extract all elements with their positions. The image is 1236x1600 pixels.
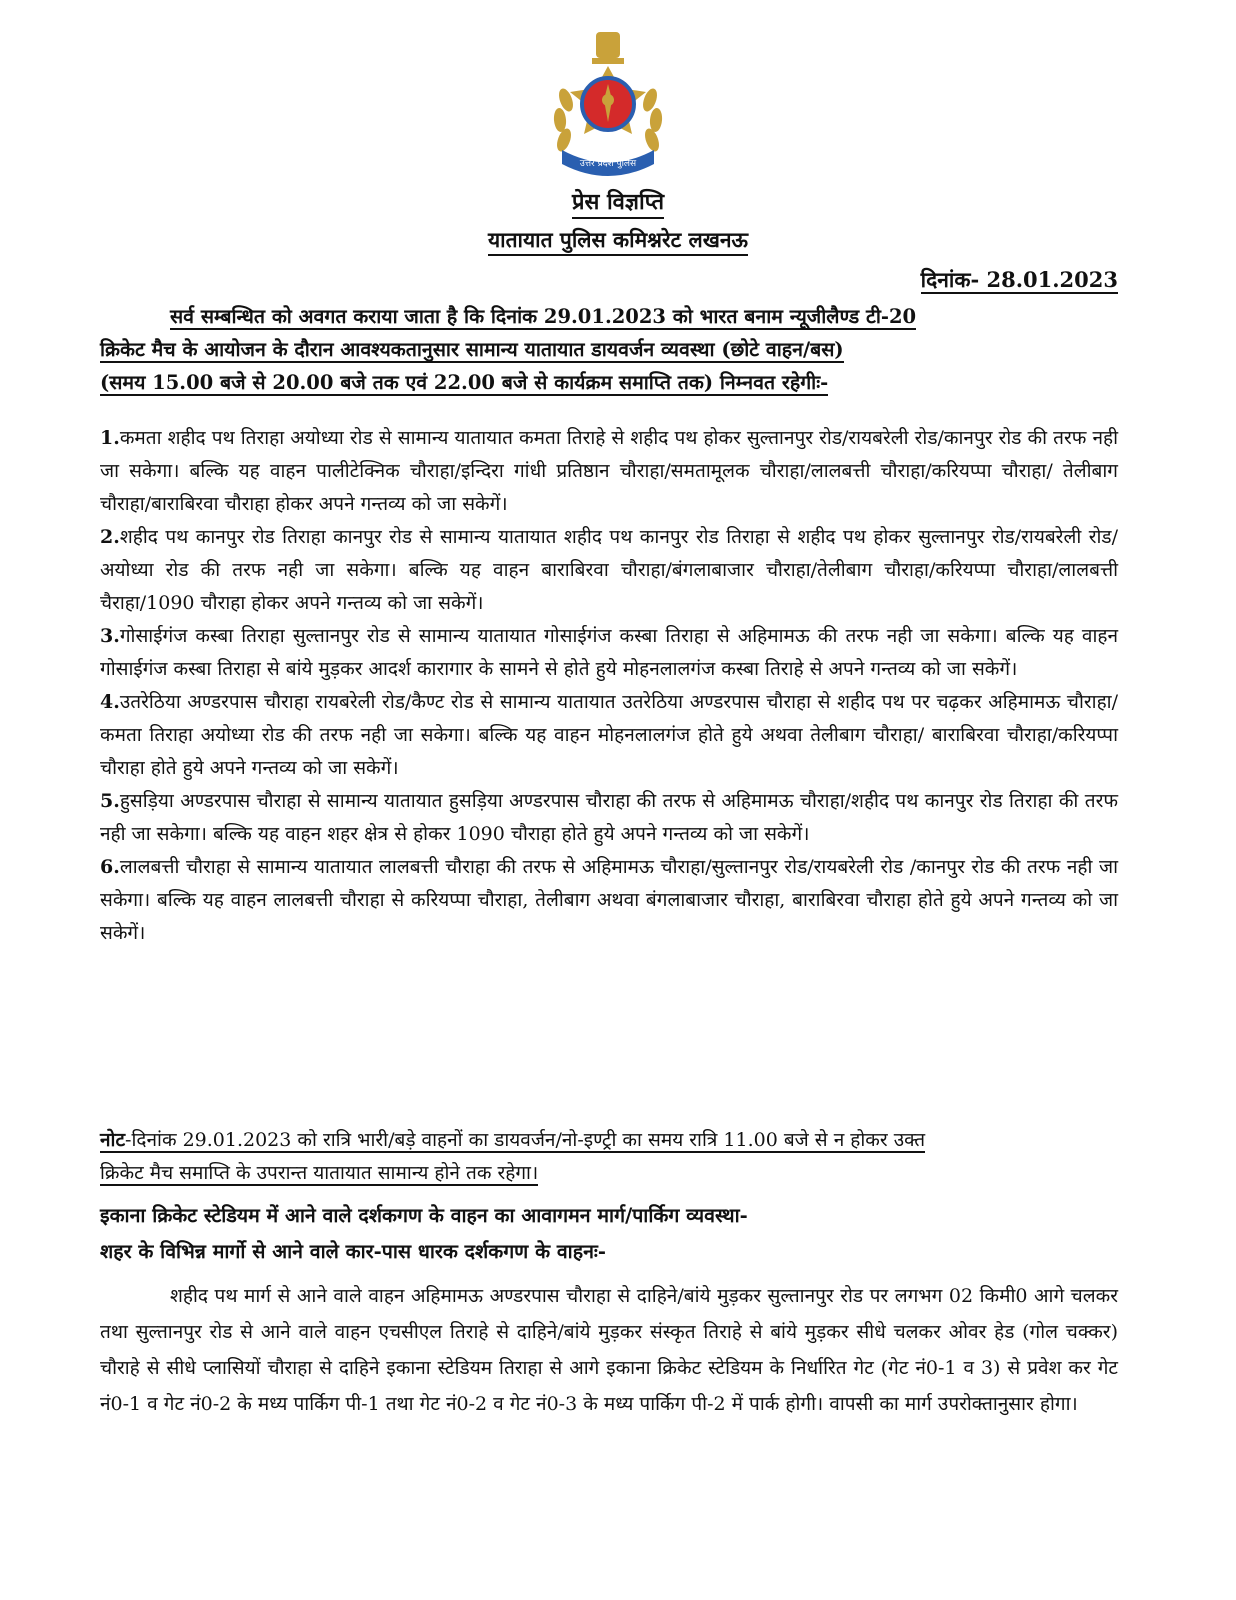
point-text: लालबत्ती चौराहा से सामान्य यातायात लालबत्ती चौराहा की तरफ से अहिमामऊ चौराहा/सुल्तानपुर रोड/रायबरेली रोड /कानपुर रोड की तरफ नही जा सकेगा। बल्कि यह वाहन लालबत्ती चौराहा से करियप्पा चौराहा, तेलीबाग अथवा बंगलाबाजार चौराहा, बाराबिरवा चौराहा होते हुये अपने गन्तव्य को जा सकेगें। (100, 856, 1118, 944)
list-item (100, 521, 1118, 620)
point-number: 3. (100, 625, 120, 647)
note-line-1: -दिनांक 29.01.2023 को रात्रि भारी/बड़े वाहनों का डायवर्जन/नो-इण्ट्री का समय रात्रि 11.00 बजे से न होकर उक्त (125, 1129, 926, 1151)
point-text: शहीद पथ कानपुर रोड तिराहा कानपुर रोड से सामान्य यातायात शहीद पथ कानपुर रोड तिराहा से शहीद पथ होकर सुल्तानपुर रोड/रायबरेली रोड/अयोध्या रोड की तरफ नही जा सकेगा। बल्कि यह वाहन बाराबिरवा चौराहा/बंगलाबाजार चौराहा/तेलीबाग चौराहा/करियप्पा चौराहा/लालबत्ती चैराहा/1090 चौराहा होकर अपने गन्तव्य को जा सकेगें। (100, 526, 1118, 614)
point-number: 6. (100, 856, 120, 878)
diversion-points (100, 422, 1118, 950)
intro-paragraph (100, 300, 1118, 399)
up-police-emblem-icon (548, 30, 668, 180)
point-number: 5. (100, 790, 120, 812)
intro-line-3: (समय 15.00 बजे से 20.00 बजे तक एवं 22.00 बजे से कार्यक्रम समाप्ति तक) निम्नवत रहेगीः- (100, 371, 829, 394)
note-line-2: क्रिकेट मैच समाप्ति के उपरान्त यातायात सामान्य होने तक रहेगा। (100, 1162, 539, 1184)
point-number: 4. (100, 691, 120, 713)
page-subtitle: यातायात पुलिस कमिश्नरेट लखनऊ (0, 226, 1236, 254)
parking-section-heading (100, 1198, 1118, 1270)
section-heading: इकाना क्रिकेट स्टेडियम में आने वाले दर्शकगण के वाहन का आवागमन मार्ग/पार्किग व्यवस्था- (100, 1204, 748, 1227)
point-number: 2. (100, 526, 120, 548)
list-item (100, 785, 1118, 851)
list-item (100, 422, 1118, 521)
section-subheading: शहर के विभिन्न मार्गो से आने वाले कार-पास धारक दर्शकगण के वाहनः- (100, 1240, 606, 1263)
point-number: 1. (100, 427, 120, 449)
intro-line-2: क्रिकेट मैच के आयोजन के दौरान आवश्यकतानुसार सामान्य यातायात डायवर्जन व्यवस्था (छोटे वाहन/बस) (100, 338, 844, 361)
note-label: नोट (100, 1129, 126, 1151)
parking-route-paragraph (100, 1278, 1118, 1422)
list-item (100, 686, 1118, 785)
final-paragraph: शहीद पथ मार्ग से आने वाले वाहन अहिमामऊ अण्डरपास चौराहा से दाहिने/बांये मुड़कर सुल्तानपुर रोड पर लगभग 02 किमी0 आगे चलकर तथा सुल्तानपुर रोड से आने वाले वाहन एचसीएल तिराहे से दाहिने/बांये मुड़कर संस्कृत तिराहे से बांये मुड़कर सीधे चलकर ओवर हेड (गोल चक्कर) चौराहे से सीधे प्लासियों चौराहा से दाहिने इकाना स्टेडियम तिराहा से आगे इकाना क्रिकेट स्टेडियम के निर्धारित गेट (गेट नं0-1 व 3) से प्रवेश कर गेट नं0-1 व गेट नं0-2 के मध्य पार्किग पी-1 तथा गेट नं0-2 व गेट नं0-3 के मध्य पार्किग पी-2 में पार्क होगी। वापसी का मार्ग उपरोक्तानुसार होगा। (100, 1285, 1118, 1415)
list-item (100, 851, 1118, 950)
point-text: कमता शहीद पथ तिराहा अयोध्या रोड से सामान्य यातायात कमता तिराहे से शहीद पथ होकर सुल्तानपुर रोड/रायबरेली रोड/कानपुर रोड की तरफ नही जा सकेगा। बल्कि यह वाहन पालीटेक्निक चौराहा/इन्दिरा गांधी प्रतिष्ठान चौराहा/समतामूलक चौराहा/लालबत्ती चौराहा/करियप्पा चौराहा/ तेलीबाग चौराहा/बाराबिरवा चौराहा होकर अपने गन्तव्य को जा सकेगें। (100, 427, 1118, 515)
point-text: हुसड़िया अण्डरपास चौराहा से सामान्य यातायात हुसड़िया अण्डरपास चौराहा की तरफ से अहिमामऊ चौराहा/शहीद पथ कानपुर रोड तिराहा की तरफ नही जा सकेगा। बल्कि यह वाहन शहर क्षेत्र से होकर 1090 चौराहा होते हुये अपने गन्तव्य को जा सकेगें। (100, 790, 1118, 845)
release-date: दिनांक- 28.01.2023 (920, 267, 1118, 292)
intro-line-1: सर्व सम्बन्धित को अवगत कराया जाता है कि दिनांक 29.01.2023 को भारत बनाम न्यूजीलैण्ड टी-20 (170, 305, 917, 328)
page-title: प्रेस विज्ञप्ति (0, 186, 1236, 216)
point-text: उतरेठिया अण्डरपास चौराहा रायबरेली रोड/कैण्ट रोड से सामान्य यातायात उतरेठिया अण्डरपास चौराहा से शहीद पथ पर चढ़कर अहिमामऊ चौराहा/कमता तिराहा अयोध्या रोड की तरफ नही जा सकेगा। बल्कि यह वाहन मोहनलालगंज होते हुये अथवा तेलीबाग चौराहा/ बाराबिरवा चौराहा/करियप्पा चौराहा होते हुये अपने गन्तव्य को जा सकेगें। (100, 691, 1118, 779)
note-block (100, 1124, 1118, 1190)
ribbon-text: उत्तर प्रदेश पुलिस (579, 159, 637, 169)
point-text: गोसाईगंज कस्बा तिराहा सुल्तानपुर रोड से सामान्य यातायात गोसाईगंज कस्बा तिराहा से अहिमामऊ की तरफ नही जा सकेगा। बल्कि यह वाहन गोसाईगंज कस्बा तिराहा से बांये मुड़कर आदर्श कारागार के सामने से होते हुये मोहनलालगंज कस्बा तिराहे से अपने गन्तव्य को जा सकेगें। (100, 625, 1118, 680)
list-item (100, 620, 1118, 686)
